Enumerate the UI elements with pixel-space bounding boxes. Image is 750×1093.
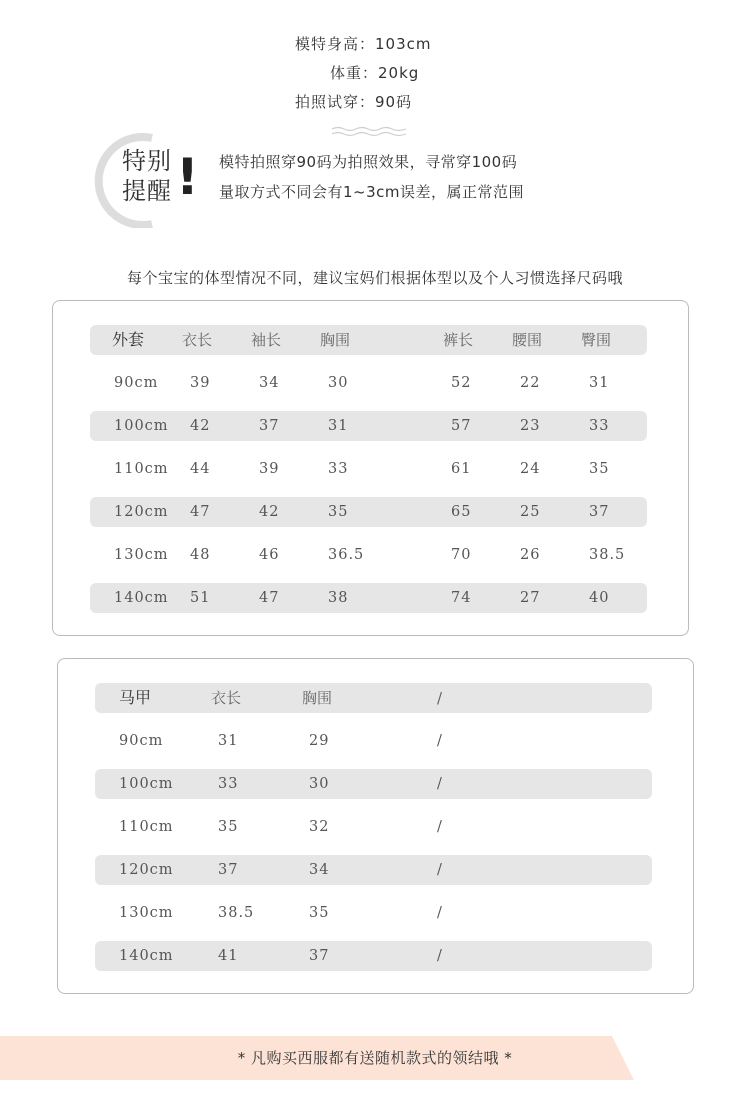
cell-hip: 35 xyxy=(589,461,610,477)
cell-hip: 31 xyxy=(589,375,610,391)
jacket-size-table xyxy=(52,300,689,636)
cell-size: 110cm xyxy=(114,461,169,477)
header-sleeve: 袖长 xyxy=(251,331,282,349)
cell-sleeve: 37 xyxy=(259,418,280,434)
cell-length: 31 xyxy=(218,733,239,749)
table-row xyxy=(95,855,652,885)
header-hip: 臀围 xyxy=(581,331,612,349)
cell-size: 140cm xyxy=(114,590,169,606)
reminder-line2: 量取方式不同会有1~3cm误差，属正常范围 xyxy=(219,183,525,201)
cell-sleeve: 39 xyxy=(259,461,280,477)
cell-chest: 33 xyxy=(328,461,349,477)
cell-waist: 23 xyxy=(520,418,541,434)
table-row xyxy=(90,454,647,484)
reminder-badge-title xyxy=(122,146,172,206)
cell-size: 90cm xyxy=(114,375,159,391)
table-row xyxy=(95,726,652,756)
wave-divider-icon xyxy=(330,126,408,138)
cell-length: 47 xyxy=(190,504,211,520)
cell-size: 100cm xyxy=(119,776,174,792)
cell-length: 33 xyxy=(218,776,239,792)
cell-sleeve: 46 xyxy=(259,547,280,563)
reminder-badge-line1: 特别 xyxy=(122,147,172,175)
cell-chest: 35 xyxy=(328,504,349,520)
cell-chest: 37 xyxy=(309,948,330,964)
cell-chest: 35 xyxy=(309,905,330,921)
reminder-line1: 模特拍照穿90码为拍照效果，寻常穿100码 xyxy=(219,153,518,171)
cell-size: 100cm xyxy=(114,418,169,434)
cell-waist: 27 xyxy=(520,590,541,606)
cell-length: 37 xyxy=(218,862,239,878)
cell-chest: 30 xyxy=(328,375,349,391)
cell-pants-length: 70 xyxy=(451,547,472,563)
cell-waist: 24 xyxy=(520,461,541,477)
cell-empty: / xyxy=(437,948,443,964)
header-jacket: 外套 xyxy=(112,330,145,349)
cell-pants-length: 74 xyxy=(451,590,472,606)
cell-chest: 34 xyxy=(309,862,330,878)
cell-size: 90cm xyxy=(119,733,164,749)
cell-sleeve: 42 xyxy=(259,504,280,520)
cell-sleeve: 34 xyxy=(259,375,280,391)
table-row xyxy=(90,540,647,570)
cell-size: 140cm xyxy=(119,948,174,964)
size-advice: 每个宝宝的体型情况不同，建议宝妈们根据体型以及个人习惯选择尺码哦 xyxy=(126,269,623,287)
cell-hip: 37 xyxy=(589,504,610,520)
cell-waist: 26 xyxy=(520,547,541,563)
footer-note: * 凡购买西服都有送随机款式的领结哦 * xyxy=(237,1049,513,1067)
cell-empty: / xyxy=(437,776,443,792)
header-empty: / xyxy=(437,689,443,707)
cell-length: 39 xyxy=(190,375,211,391)
cell-length: 48 xyxy=(190,547,211,563)
cell-pants-length: 65 xyxy=(451,504,472,520)
cell-length: 41 xyxy=(218,948,239,964)
cell-chest: 31 xyxy=(328,418,349,434)
cell-empty: / xyxy=(437,733,443,749)
cell-size: 130cm xyxy=(114,547,169,563)
model-weight-label: 体重： xyxy=(330,64,379,82)
cell-chest: 36.5 xyxy=(328,547,365,563)
cell-chest: 30 xyxy=(309,776,330,792)
table-row xyxy=(95,941,652,971)
header-length: 衣长 xyxy=(211,689,242,707)
model-fit-value: 90码 xyxy=(375,93,413,111)
reminder-badge-line2: 提醒 xyxy=(122,177,172,205)
cell-length: 44 xyxy=(190,461,211,477)
cell-waist: 25 xyxy=(520,504,541,520)
cell-pants-length: 52 xyxy=(451,375,472,391)
table-header xyxy=(95,683,652,713)
cell-chest: 38 xyxy=(328,590,349,606)
cell-empty: / xyxy=(437,905,443,921)
cell-chest: 32 xyxy=(309,819,330,835)
model-fit xyxy=(295,91,412,112)
header-chest: 胸围 xyxy=(302,689,333,707)
model-height-label: 模特身高： xyxy=(295,35,376,53)
model-height xyxy=(295,33,432,54)
cell-sleeve: 47 xyxy=(259,590,280,606)
cell-waist: 22 xyxy=(520,375,541,391)
exclamation-icon: ! xyxy=(176,148,199,206)
cell-length: 51 xyxy=(190,590,211,606)
table-row xyxy=(95,769,652,799)
vest-size-table xyxy=(57,658,694,994)
cell-size: 120cm xyxy=(114,504,169,520)
cell-length: 42 xyxy=(190,418,211,434)
cell-size: 120cm xyxy=(119,862,174,878)
header-length: 衣长 xyxy=(182,331,213,349)
cell-length: 35 xyxy=(218,819,239,835)
model-weight xyxy=(330,62,419,83)
table-row xyxy=(95,898,652,928)
table-header xyxy=(90,325,647,355)
cell-empty: / xyxy=(437,862,443,878)
reminder-text xyxy=(219,147,524,207)
special-reminder-badge xyxy=(92,132,202,228)
cell-pants-length: 61 xyxy=(451,461,472,477)
cell-size: 110cm xyxy=(119,819,174,835)
header-chest: 胸围 xyxy=(320,331,351,349)
table-row xyxy=(90,583,647,613)
model-weight-value: 20kg xyxy=(378,64,420,82)
cell-empty: / xyxy=(437,819,443,835)
header-pants-length: 裤长 xyxy=(443,331,474,349)
cell-hip: 33 xyxy=(589,418,610,434)
table-row xyxy=(95,812,652,842)
table-row xyxy=(90,497,647,527)
model-fit-label: 拍照试穿： xyxy=(295,93,376,111)
cell-chest: 29 xyxy=(309,733,330,749)
cell-hip: 40 xyxy=(589,590,610,606)
cell-pants-length: 57 xyxy=(451,418,472,434)
table-row xyxy=(90,411,647,441)
header-vest: 马甲 xyxy=(119,688,152,707)
cell-length: 38.5 xyxy=(218,905,255,921)
cell-hip: 38.5 xyxy=(589,547,626,563)
model-height-value: 103cm xyxy=(375,35,432,53)
header-waist: 腰围 xyxy=(512,331,543,349)
table-row xyxy=(90,368,647,398)
cell-size: 130cm xyxy=(119,905,174,921)
